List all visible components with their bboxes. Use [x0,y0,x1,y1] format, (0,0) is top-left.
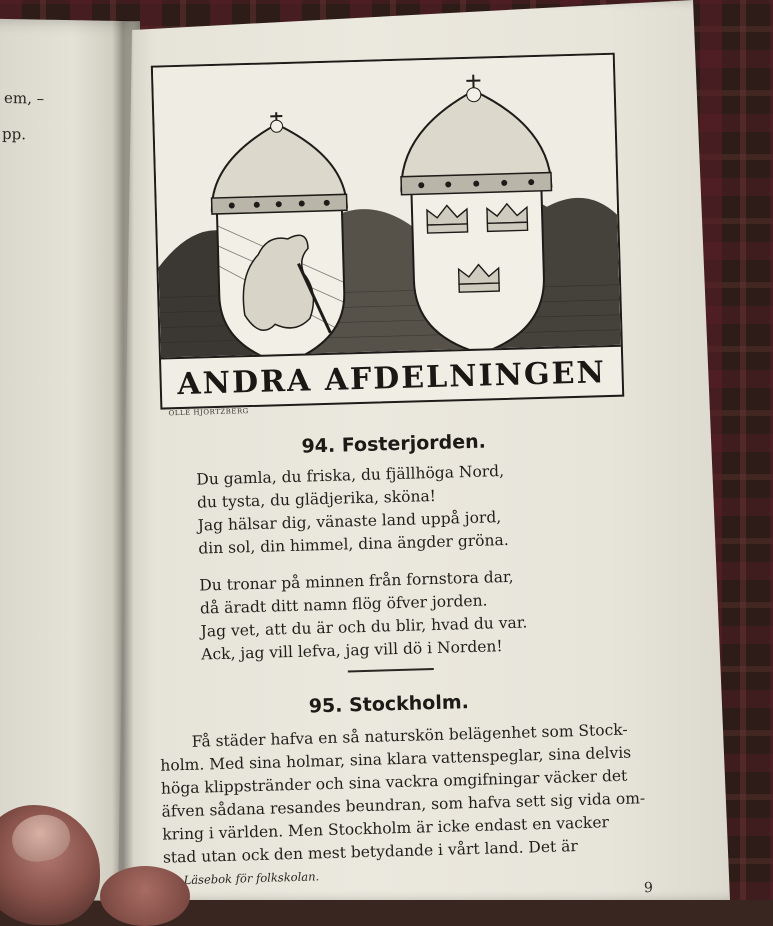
finger [100,866,190,926]
book-gutter [112,20,134,900]
section-divider [348,668,434,672]
prose-line: höga klippstränder och sina vackra omgifningar väcker det [160,766,628,798]
prose-line: äfven sådana resandes beundran, som hafva sett sig vida om- [161,789,646,821]
poem-heading: 94. Fosterjorden. [301,430,487,458]
poem-line: då äradt ditt namn flög öfver jorden. [199,591,488,618]
poem-line: Jag vet, att du är och du blir, hvad du var. [200,613,528,641]
page-content [140,21,684,899]
banner-title: ANDRA AFDELNINGEN [176,354,607,402]
poem-line: Jag hälsar dig, vänaste land uppå jord, [197,508,502,535]
prose-line: kring i världen. Men Stockholm är icke endast en vacker [162,813,610,844]
poem-line: Du gamla, du friska, du fjällhöga Nord, [196,462,505,489]
prose-line: stad utan ock den mest betydande i vårt land. Det är [162,837,579,867]
page-number: 9 [643,880,654,897]
coat-of-arms-illustration [151,53,624,410]
prose-heading: 95. Stockholm. [308,691,470,718]
poem-line: Du tronar på minnen från fornstora dar, [199,567,514,595]
book-source: Läsebok för folkskolan. [183,869,320,888]
poem-line: Ack, jag vill lefva, jag vill dö i Norden! [201,637,503,664]
poem-line: din sol, din himmel, dina ängder gröna. [198,530,509,558]
prose-line: Få städer hafva en så naturskön belägenhet som Stock- [191,720,628,751]
poem-line: du tysta, du glädjerika, sköna! [196,486,437,512]
coat-of-arms-art [153,55,621,358]
left-page-fragment: pp. [2,124,26,144]
prose-line: holm. Med sina holmar, sina klara vattenspeglar, sina delvis [160,743,632,775]
artist-signature: OLLE HJORTZBERG [168,407,249,418]
left-page-fragment: em, – [4,88,45,108]
